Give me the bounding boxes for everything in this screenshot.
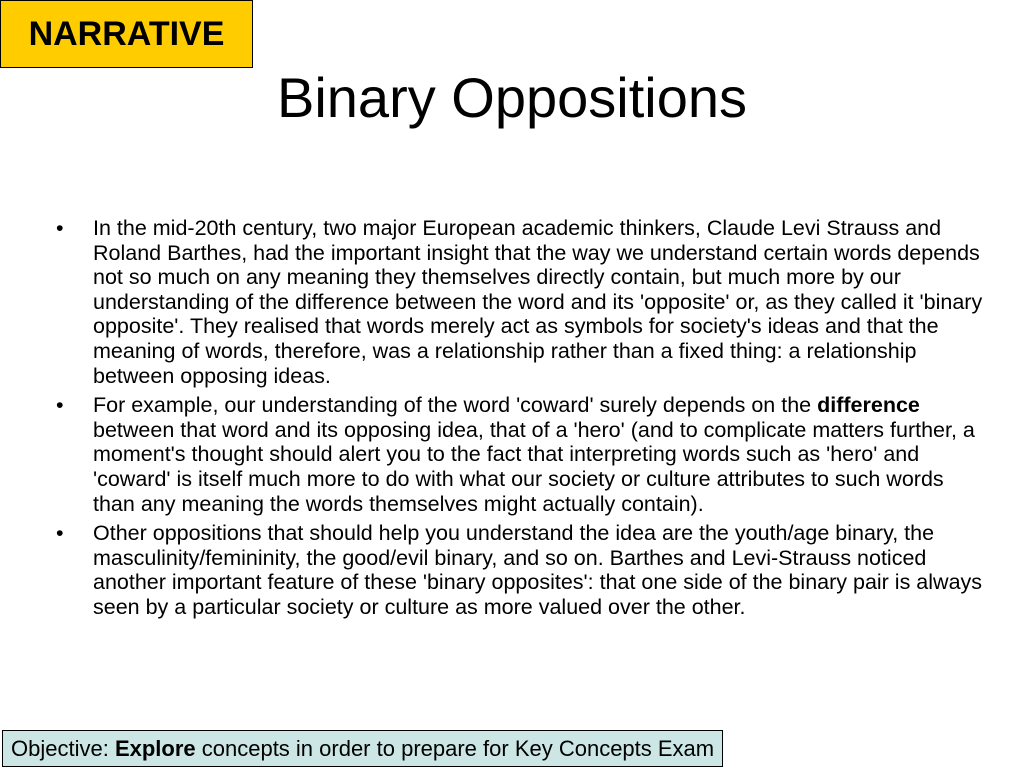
bullet-text-after: between that word and its opposing idea, that of a 'hero' (and to complicate matters further, a moment's thought should alert you to the fact that interpreting words such as 'hero' and 'coward' is itself much more to do with what our society or culture attributes to such words than any meaning the words themselves might actually contain). [93,417,975,516]
objective-prefix: Objective: [11,736,115,761]
bullet-list [56,216,986,625]
bullet-item [56,393,986,516]
objective-box [2,730,723,767]
bullet-icon: • [56,393,64,418]
bullet-text: Other oppositions that should help you understand the idea are the youth/age binary, the masculinity/femininity, the good/evil binary, and so on. Barthes and Levi-Strauss noticed another important feature of these 'binary opposites': that one side of the binary pair is always seen by a particular society or culture as more valued over the other. [93,521,983,619]
bullet-item [56,521,986,619]
bullet-icon: • [56,216,64,240]
objective-text: concepts in order to prepare for Key Concepts Exam [195,736,715,761]
bullet-icon: • [56,521,64,546]
bullet-text: In the mid-20th century, two major European academic thinkers, Claude Levi Strauss and Roland Barthes, had the important insight that the way we understand certain words depends not so much on any meaning they themselves directly contain, but much more by our understanding of the difference between the word and its 'opposite' or, as they called it 'binary opposite'. They realised that words merely act as symbols for society's ideas and that the meaning of words, therefore, was a relationship rather than a fixed thing: a relationship between opposing ideas. [93,216,983,388]
section-tag: NARRATIVE [0,0,253,68]
bullet-item [56,216,986,388]
slide-title: Binary Oppositions [276,66,747,129]
bullet-emphasis: difference [817,393,920,418]
bullet-text-before: For example, our understanding of the word 'coward' surely depends on the [93,393,818,418]
objective-emphasis: Explore [114,736,196,761]
